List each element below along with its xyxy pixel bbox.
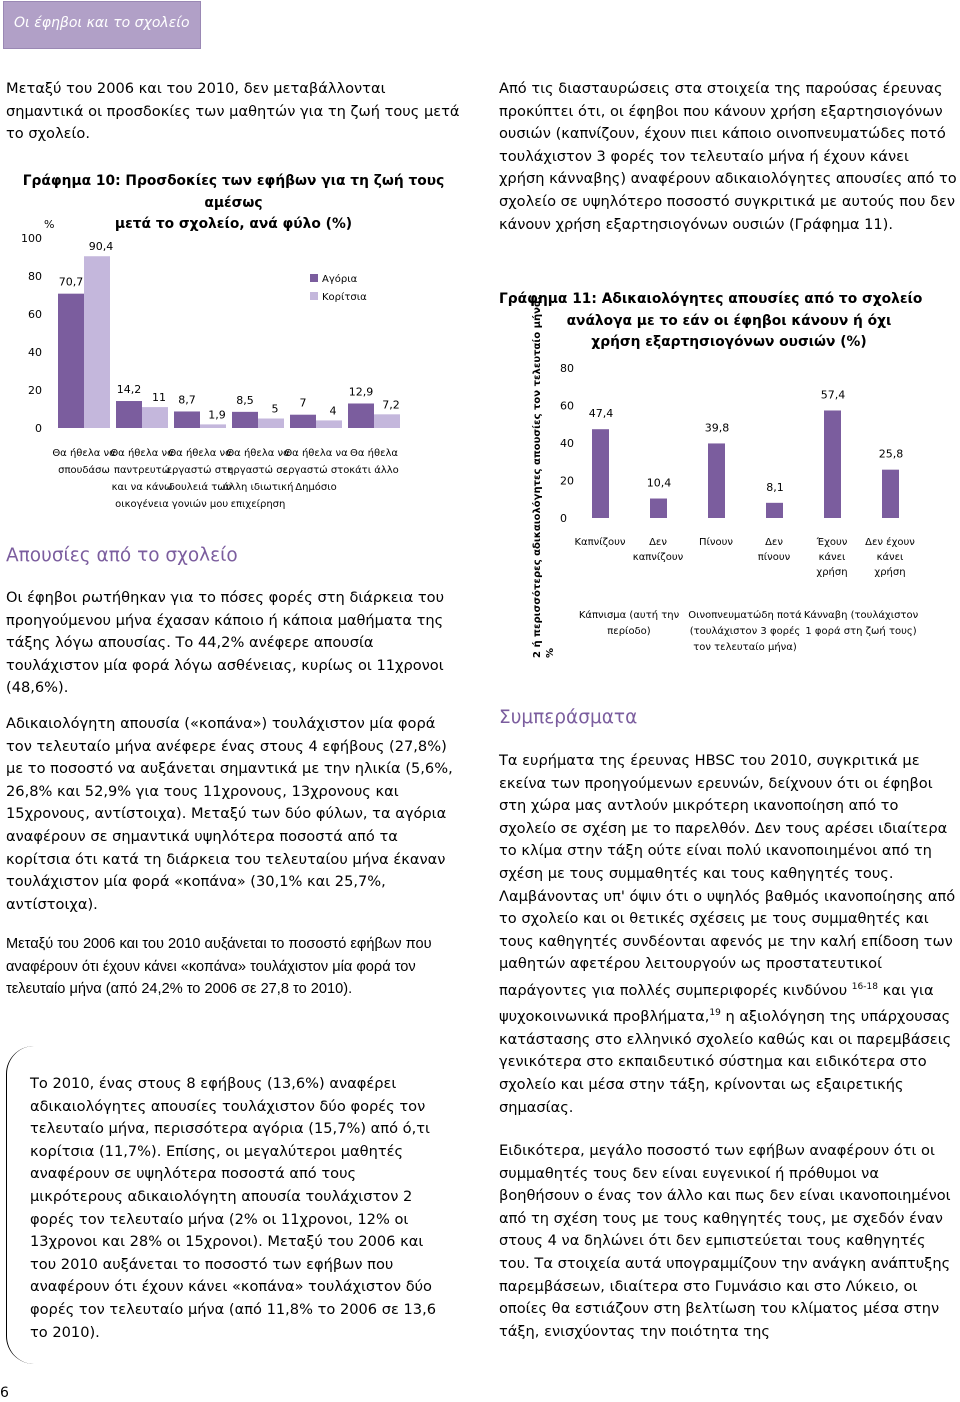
chart10-x-label-line: Θα ήθελα (349, 448, 399, 459)
chart10-data-label: 4 (329, 404, 337, 418)
chart11-group-label-line: 1 φορά στη ζωή τους) (805, 626, 917, 637)
chart10-y-tick: 40 (28, 346, 42, 359)
chart10-title-line1: Γράφημα 10: Προσδοκίες των εφήβων για τη ζωή τους αμέσως (22, 173, 445, 211)
chart10-x-label-line: εργαστώ στη (166, 465, 234, 476)
conclusions-heading: Συμπεράσματα (499, 707, 638, 728)
chart10-x-label-line: εργαστώ στο (282, 465, 350, 476)
chart11-group-label-line: Οινοπνευματώδη ποτά (688, 610, 802, 621)
chart10-x-label-line: Θα ήθελα να (284, 448, 348, 459)
highlight-box (6, 1046, 461, 1364)
chart10-x-label-line: επιχείρηση (230, 499, 286, 510)
conclusions-para2: Ειδικότερα, μεγάλο ποσοστό των εφήβων αναφέρουν ότι οι συμμαθητές τους δεν είναι ευγενικοί ή πρόθυμοι να βοηθήσουν ο ένας τον άλλο και πως δεν είναι ικανοποιημένοι από τη σχέση τους με τους καθηγητές τους, με σχεδόν έναν στους 4 να δηλώνει ότι δεν εμπιστεύεται τους καθηγητές του. Τα στοιχεία αυτά υπογραμμίζουν την ανάγκη ανάπτυξης παρεμβάσεων, ιδιαίτερα στο Γυμνάσιο και στο Λύκειο, οι οποίες θα εστιάζουν στη βελτίωση του κλίματος μέσα στην τάξη, ενισχύοντας την ποιότητα της (499, 1142, 951, 1340)
chart11-x-label (574, 536, 625, 548)
chart10-x-label-line: Θα ήθελα να (110, 448, 174, 459)
chart11-data-label: 39,8 (704, 421, 730, 435)
chart11-data-label: 25,8 (878, 447, 904, 461)
chart11-y-tick: 20 (560, 474, 574, 488)
chart11-x-label-line: Έχουν (816, 537, 848, 548)
chart11-y-tick: 40 (560, 437, 574, 451)
chart11-group-label-line: (τουλάχιστον 3 φορές (689, 626, 801, 637)
absences-heading: Απουσίες από το σχολείο (6, 545, 238, 566)
chart11-y-label-line: 2 ή περισσότερες αδικαιολόγητες απουσίες τον τελευταίο μήνα, (532, 296, 543, 658)
chart10-bar-girls (84, 256, 110, 428)
chart10-y-tick: 60 (28, 308, 42, 321)
chart10-data-label: 7,2 (382, 398, 400, 412)
footnote-ref-16-18: 16-18 (851, 981, 878, 992)
chart10-y-tick: 80 (28, 270, 42, 283)
chart11-data-label: 47,4 (588, 407, 614, 421)
chart10-data-label: 14,2 (116, 383, 142, 397)
chart10-y-unit: % (44, 218, 55, 231)
chart10-data-label: 7 (299, 396, 307, 410)
legend-swatch-girls (310, 292, 318, 300)
chart10-x-label-line: εργαστώ σε (228, 465, 288, 476)
chart11-data-label: 8,1 (766, 480, 784, 494)
left-intro: Μεταξύ του 2006 και του 2010, δεν μεταβάλλονται σημαντικά οι προσδοκίες των μαθητών για τη ζωή τους μετά το σχολείο. (6, 80, 460, 143)
chart11-y-label-line: % (545, 647, 556, 658)
chart10-x-label (223, 447, 294, 510)
absences-para3: Μεταξύ του 2006 και του 2010 αυξάνεται το ποσοστό εφήβων που αναφέρουν ότι έχουν κάνει «κοπάνα» τουλάχιστον μία φορά τον τελευταίο μήνα (από 24,2% το 2006 σε 27,8 το 2010). (6, 936, 432, 998)
chart11-title-line3: χρήση εξαρτησιογόνων ουσιών (%) (591, 334, 867, 350)
chart10 (0, 210, 470, 520)
chart11-y-tick: 80 (560, 362, 574, 376)
chart10-x-label (167, 447, 234, 510)
chart11-x-label-line: χρήση (874, 567, 906, 578)
chart10-bar-boys (58, 294, 84, 428)
chart11-bar (650, 499, 667, 518)
chart10-bar-girls (258, 419, 284, 429)
chart11-x-label (816, 536, 848, 578)
chart10-x-label (349, 447, 399, 476)
chart10-data-label: 90,4 (88, 240, 114, 254)
chart10-x-label (52, 447, 116, 476)
chart11-x-label-line: κάνει (818, 552, 846, 563)
chart11-group-label-line: τον τελευταίο μήνα) (693, 642, 797, 653)
legend-label-girls: Κορίτσια (322, 292, 367, 303)
chart10-x-label-line: Θα ήθελα να (226, 448, 290, 459)
chart11-x-label-line: Δεν (649, 537, 667, 548)
chart10-y-tick: 100 (21, 232, 42, 245)
chart11-x-label-line: καπνίζουν (632, 552, 684, 563)
chart11-group-label-line: Κάπνισμα (αυτή την (578, 610, 680, 621)
chart11-x-label (699, 536, 733, 548)
chart11-x-label-line: Καπνίζουν (574, 537, 626, 548)
chart11-x-label-line: Δεν έχουν (865, 537, 915, 548)
chart11-title (499, 289, 959, 354)
chart11-group-label (688, 609, 802, 653)
chart10-x-label-line: σπουδάσω (58, 465, 110, 476)
chart11-bar (708, 443, 725, 518)
chart11-x-label (865, 536, 915, 578)
legend-swatch-boys (310, 274, 318, 282)
conclusions-para1-part2: και για ψυχοκοινωνικά προβλήματα, (499, 981, 934, 1026)
chart10-x-label-line: και να κάνω (111, 482, 173, 493)
chart10-x-label-line: Δημόσιο (295, 482, 337, 493)
chart10-x-label-line: παντρευτώ (113, 465, 171, 476)
chart11-bar (592, 429, 609, 518)
chart10-data-label: 5 (271, 402, 279, 416)
chart10-x-label-line: οικογένεια (115, 499, 169, 510)
chart11-group-label-line: Κάνναβη (τουλάχιστον (803, 610, 919, 621)
chart10-y-tick: 0 (35, 422, 42, 435)
page-number: 6 (0, 1385, 9, 1401)
chart10-data-label: 1,9 (208, 408, 226, 422)
chart10-x-label (110, 447, 174, 510)
chart11-bar (882, 470, 899, 518)
chart10-data-label: 8,7 (178, 393, 196, 407)
chart11-y-tick: 60 (560, 399, 574, 413)
right-intro: Από τις διασταυρώσεις στα στοιχεία της παρούσας έρευνας προκύπτει ότι, οι έφηβοι που κάνουν χρήση εξαρτησιογόνων ουσιών (καπνίζουν, έχουν πιει κάποιο οινοπνευματώδες ποτό τουλάχιστον 3 φορές τον τελευταίο μήνα ή έχουν κάνει χρήση κάνναβης) αναφέρουν αδικαιολόγητες απουσίες από το σχολείο σε υψηλότερο ποσοστό συγκριτικά με αυτούς που δεν κάνουν χρήση εξαρτησιογόνων ουσιών (Γράφημα 11). (499, 80, 957, 233)
chart10-data-label: 8,5 (236, 393, 254, 407)
conclusions-para1 (499, 750, 959, 1119)
section-header-title: Οι έφηβοι και το σχολείο (14, 15, 190, 31)
chart10-data-label: 12,9 (348, 385, 374, 399)
chart10-bar-boys (116, 401, 142, 428)
chart11-bar (766, 503, 783, 518)
chart11-x-label-line: κάνει (876, 552, 904, 563)
conclusions-para1-part3: η αξιολόγηση της υπάρχουσας κατάστασης στο ελληνικό σχολείο καθώς και οι παρεμβάσεις γενικότερα στο εκπαιδευτικό σύστημα και ειδικότερα στο σχολείο και μέσα στην τάξη, κρίνονται ως εξαιρετικής σημασίας. (499, 1008, 952, 1116)
chart11-data-label: 10,4 (646, 476, 672, 490)
section-header (3, 1, 201, 49)
chart11-title-line1: Γράφημα 11: Αδικαιολόγητες απουσίες από το σχολείο (499, 291, 923, 307)
absences-para1: Οι έφηβοι ρωτήθηκαν για το πόσες φορές στη διάρκεια του προηγούμενου μήνα έχασαν κάποιο ή κάποια μαθήματα της τάξης λόγω απουσίας. Το 44,2% ανέφερε απουσία τουλάχιστον μία φορά λόγω ασθένειας, κυρίως οι 11χρονοι (48,6%). (6, 589, 445, 697)
chart11-x-label-line: Δεν (765, 537, 783, 548)
chart11-x-label-line: Πίνουν (699, 537, 733, 548)
chart10-data-label: 11 (152, 391, 166, 405)
chart11-group-label (804, 609, 919, 637)
chart10-bar-boys (232, 412, 258, 428)
chart11-group-label-line: περίοδο) (607, 626, 651, 637)
chart10-x-label-line: γονιών μου (171, 499, 229, 510)
chart10-data-label: 70,7 (58, 275, 84, 289)
chart11-group-label (579, 609, 680, 637)
chart10-bar-girls (316, 420, 342, 428)
chart10-x-label-line: Θα ήθελα να (168, 448, 232, 459)
conclusions-para1-part1: Τα ευρήματα της έρευνας HBSC του 2010, συγκριτικά με εκείνα των προηγούμενων ερευνών, δείχνουν ότι οι έφηβοι στη χώρα μας αντλούν μικρότερη ικανοποίηση από το σχολείο σε σχέση με το παρελθόν. Δεν τους αρέσει ιδιαίτερα το κλίμα στην τάξη ούτε είναι πολύ ικανοποιημένοι από τη σχέση με τους συμμαθητές και τους καθηγητές τους. Λαμβάνοντας υπ' όψιν ότι ο υψηλός βαθμός ικανοποίησης από το σχολείο και οι θετικές σχέσεις με τους συμμαθητές και τους καθηγητές συνδέονται αφενός με την καλή επίδοση των μαθητών αφετέρου λειτουργούν ως προστατευτικοί παράγοντες για πολλές συμπεριφορές κινδύνου (499, 752, 956, 999)
absences-para2: Αδικαιολόγητη απουσία («κοπάνα») τουλάχιστον μία φορά τον τελευταίο μήνα ανέφερε ένας στους 4 εφήβους (27,8%) με το ποσοστό να αυξάνεται σημαντικά με την ηλικία (5,6%, 26,8% και 52,9% για τους 11χρονους, 13χρονους και 15χρονους, αντίστοιχα). Μεταξύ των δύο φύλων, τα αγόρια αναφέρουν σε σημαντικά υψηλότερα ποσοστά από τα κορίτσια ότι κατά τη διάρκεια του τελευταίου μήνα έκαναν τουλάχιστον μία φορά «κοπάνα» (30,1% και 25,7%, αντίστοιχα). (6, 715, 453, 913)
chart10-bar-boys (348, 403, 374, 428)
chart11-x-label-line: πίνουν (757, 552, 791, 563)
chart11-x-label-line: χρήση (816, 567, 848, 578)
chart10-title-line2: μετά το σχολείο, ανά φύλο (%) (114, 216, 353, 232)
chart11-x-label (633, 537, 684, 563)
chart10-bar-boys (174, 411, 200, 428)
highlight-box-text: Το 2010, ένας στους 8 εφήβους (13,6%) αναφέρει αδικαιολόγητες απουσίες τουλάχιστον δύο φορές τον τελευταίο μήνα, περισσότερα αγόρια (15,7%) από ό,τι κορίτσια (11,7%). Επίσης, οι μεγαλύτεροι μαθητές αναφέρουν σε υψηλότερα ποσοστά από τους μικρότερους αδικαιολόγητη απουσία τουλάχιστον 2 φορές τον τελευταίο μήνα (2% οι 11χρονοι, 12% οι 13χρονοι και 28% οι 15χρονοι). Μεταξύ του 2006 και του 2010 αυξάνεται το ποσοστό των εφήβων που αναφέρουν ότι έχουν κάνει «κοπάνα» τουλάχιστον δύο φορές τον τελευταίο μήνα (από 11,8% το 2006 σε 13,6 το 2010). (30, 1075, 436, 1341)
chart11-bar (824, 410, 841, 518)
chart10-bar-boys (290, 415, 316, 428)
chart10-x-label-line: δουλειά των (168, 482, 232, 493)
legend-label-boys: Αγόρια (322, 274, 358, 285)
chart10-bar-girls (374, 414, 400, 428)
footnote-ref-19: 19 (709, 1008, 721, 1019)
chart11-x-label (758, 537, 791, 563)
chart11-y-tick: 0 (560, 512, 567, 525)
chart10-x-label-line: άλλη ιδιωτική (222, 482, 294, 493)
chart10-bar-girls (142, 407, 168, 428)
chart11-title-line2: ανάλογα με το εάν οι έφηβοι κάνουν ή όχι (566, 312, 892, 329)
chart10-y-tick: 20 (28, 384, 42, 397)
chart10-x-label-line: Θα ήθελα να (52, 448, 116, 459)
chart10-x-label-line: κάτι άλλο (349, 465, 399, 476)
chart10-bar-girls (200, 424, 226, 428)
chart11-data-label: 57,4 (820, 388, 846, 402)
